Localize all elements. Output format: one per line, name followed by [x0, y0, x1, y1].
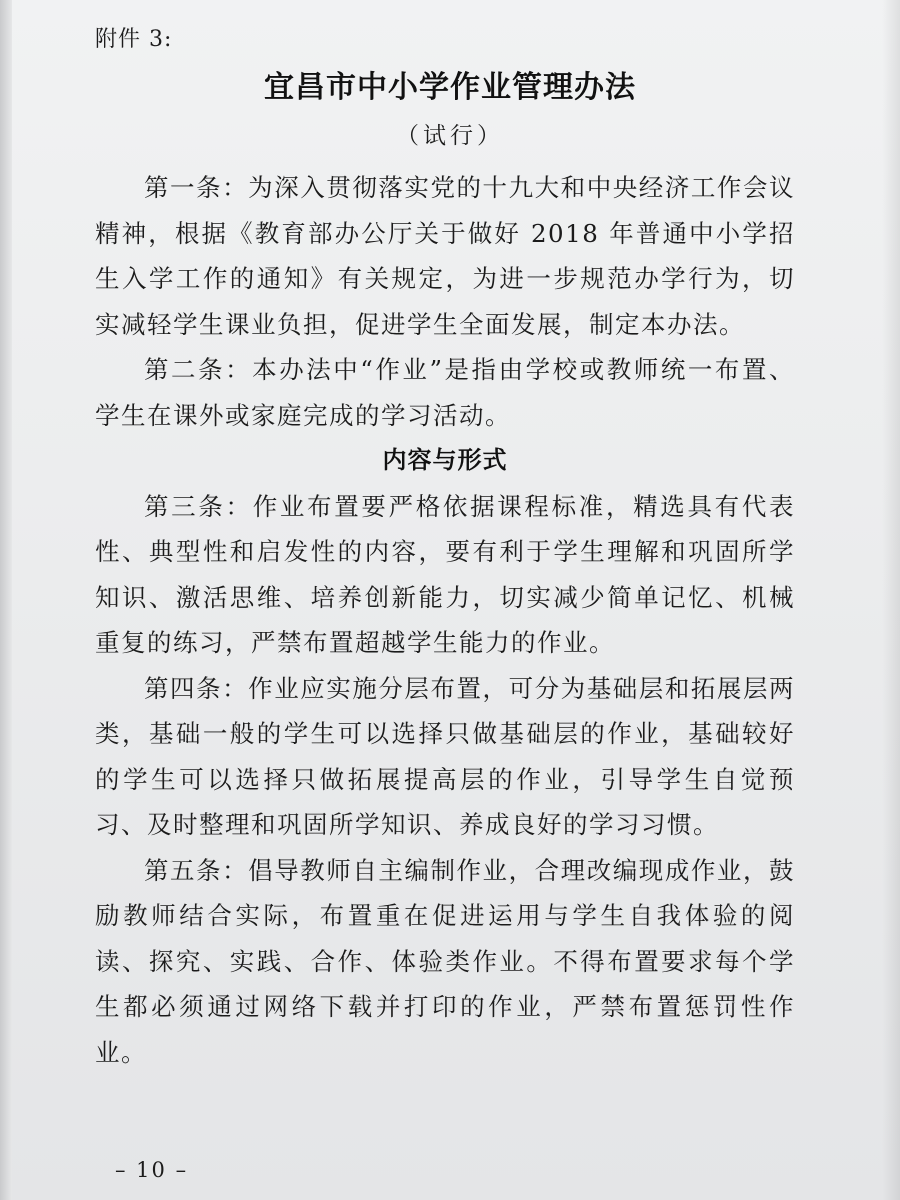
attachment-label: 附件 3:	[95, 27, 173, 52]
article-2: 第二条：本办法中“作业”是指由学校或教师统一布置、学生在课外或家庭完成的学习活动。	[95, 355, 795, 430]
section-heading: 内容与形式	[382, 446, 508, 474]
document-title: 宜昌市中小学作业管理办法	[264, 70, 636, 105]
document-body	[95, 165, 795, 1075]
article-4: 第四条：作业应实施分层布置，可分为基础层和拓展层两类，基础一般的学生可以选择只做基础层的作业，基础较好的学生可以选择只做拓展提高层的作业，引导学生自觉预习、及时整理和巩固所学知识、养成良好的学习习惯。	[95, 673, 795, 839]
page-number: – 10 –	[115, 1158, 189, 1182]
page-edge-shadow	[882, 0, 900, 1200]
article-3: 第三条：作业布置要严格依据课程标准，精选具有代表性、典型性和启发性的内容，要有利于学生理解和巩固所学知识、激活思维、培养创新能力，切实减少简单记忆、机械重复的练习，严禁布置超越学生能力的作业。	[95, 491, 795, 657]
page-spine-shadow	[0, 0, 12, 1200]
document-subtitle: （试行）	[396, 123, 504, 149]
article-5: 第五条：倡导教师自主编制作业，合理改编现成作业，鼓励教师结合实际，布置重在促进运用与学生自我体验的阅读、探究、实践、合作、体验类作业。不得布置要求每个学生都必须通过网络下载并打印的作业，严禁布置惩罚性作业。	[95, 855, 795, 1067]
article-1: 第一条：为深入贯彻落实党的十九大和中央经济工作会议精神，根据《教育部办公厅关于做好 2018 年普通中小学招生入学工作的通知》有关规定，为进一步规范办学行为，切实减轻学生课业负担，促进学生全面发展，制定本办法。	[95, 173, 795, 339]
